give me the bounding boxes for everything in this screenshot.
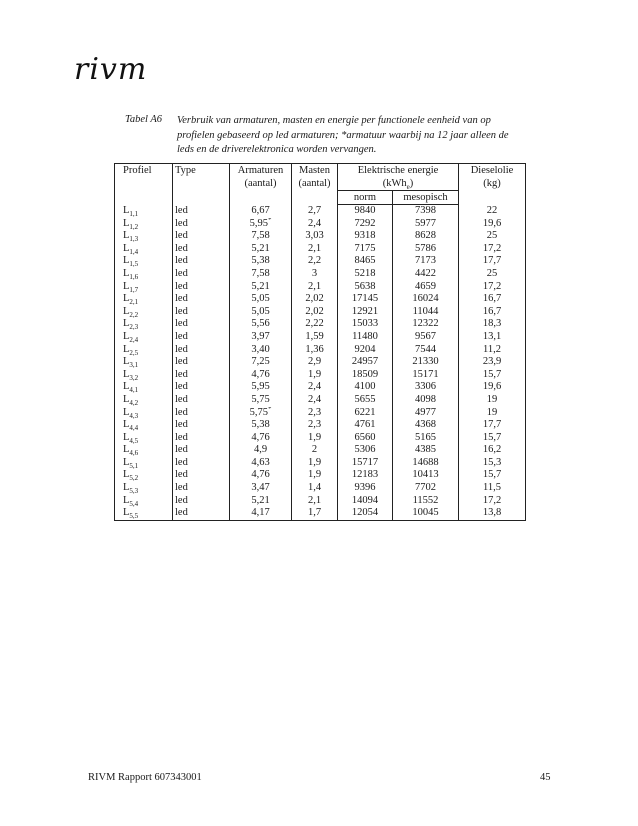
table-row — [115, 381, 526, 394]
profiel-cell: $L_{5,5}$ — [115, 507, 173, 520]
type-cell: led — [173, 394, 230, 407]
table-row — [115, 318, 526, 331]
masten-cell: 1,9 — [292, 469, 338, 482]
mesopisch-cell: 4977 — [393, 407, 459, 420]
table-row — [115, 344, 526, 357]
table-row — [115, 255, 526, 268]
table-row — [115, 218, 526, 231]
type-cell: led — [173, 255, 230, 268]
mesopisch-cell: 10045 — [393, 507, 459, 520]
armaturen-cell: 5,75 — [230, 394, 292, 407]
masten-cell: 1,9 — [292, 432, 338, 445]
masten-cell: 2,02 — [292, 293, 338, 306]
type-cell: led — [173, 469, 230, 482]
type-cell: led — [173, 369, 230, 382]
norm-cell: 15717 — [338, 457, 393, 470]
norm-cell: 9318 — [338, 230, 393, 243]
table-caption-text: Verbruik van armaturen, masten en energie per functionele eenheid van op profielen gebaseerd op led armaturen; *armatuur waarbij na 12 jaar alleen de leds en de driverelektronica worden vervangen. — [177, 115, 509, 155]
armaturen-cell: 4,76 — [230, 469, 292, 482]
profiel-cell: $L_{1,4}$ — [115, 243, 173, 256]
profiel-cell: $L_{2,5}$ — [115, 344, 173, 357]
table-row — [115, 205, 526, 218]
mesopisch-cell: 14688 — [393, 457, 459, 470]
norm-cell: 5306 — [338, 444, 393, 457]
table-row — [115, 419, 526, 432]
dieselolie-cell: 17,2 — [459, 243, 526, 256]
type-cell: led — [173, 444, 230, 457]
profiel-cell: $L_{2,1}$ — [115, 293, 173, 306]
type-cell: led — [173, 381, 230, 394]
masten-cell: 1,9 — [292, 369, 338, 382]
mesopisch-cell: 16024 — [393, 293, 459, 306]
norm-cell: 12921 — [338, 306, 393, 319]
profiel-cell: $L_{2,3}$ — [115, 318, 173, 331]
profiel-cell: $L_{1,5}$ — [115, 255, 173, 268]
table-row — [115, 281, 526, 294]
table-row — [115, 507, 526, 520]
norm-cell: 5218 — [338, 268, 393, 281]
profiel-cell: $L_{1,7}$ — [115, 281, 173, 294]
table-row — [115, 369, 526, 382]
mesopisch-cell: 5165 — [393, 432, 459, 445]
armaturen-cell: 5,95 — [230, 381, 292, 394]
type-cell: led — [173, 407, 230, 420]
mesopisch-cell: 7398 — [393, 205, 459, 218]
armaturen-cell: 3,47 — [230, 482, 292, 495]
type-cell: led — [173, 356, 230, 369]
type-cell: led — [173, 243, 230, 256]
table-body — [115, 205, 526, 521]
armaturen-cell: 5,38 — [230, 419, 292, 432]
masten-cell: 3 — [292, 268, 338, 281]
masten-cell: 2,22 — [292, 318, 338, 331]
table-row — [115, 495, 526, 508]
header-norm: norm — [338, 191, 393, 205]
masten-cell: 2,4 — [292, 394, 338, 407]
table-row — [115, 306, 526, 319]
profiel-cell: $L_{3,2}$ — [115, 369, 173, 382]
profiel-cell: $L_{4,5}$ — [115, 432, 173, 445]
dieselolie-cell: 15,7 — [459, 369, 526, 382]
dieselolie-cell: 19,6 — [459, 381, 526, 394]
armaturen-cell: 5,05 — [230, 306, 292, 319]
masten-cell: 3,03 — [292, 230, 338, 243]
armaturen-cell: 5,05 — [230, 293, 292, 306]
norm-cell: 14094 — [338, 495, 393, 508]
table-row — [115, 432, 526, 445]
type-cell: led — [173, 306, 230, 319]
dieselolie-cell: 19 — [459, 394, 526, 407]
masten-cell: 2,3 — [292, 419, 338, 432]
profiel-cell: $L_{1,6}$ — [115, 268, 173, 281]
dieselolie-cell: 19 — [459, 407, 526, 420]
type-cell: led — [173, 457, 230, 470]
dieselolie-cell: 23,9 — [459, 356, 526, 369]
armaturen-cell: 5,75* — [230, 407, 292, 420]
table-row — [115, 293, 526, 306]
table-caption-label: Tabel A6 — [125, 114, 163, 125]
header-masten: Masten (aantal) — [292, 164, 338, 205]
norm-cell: 4100 — [338, 381, 393, 394]
type-cell: led — [173, 230, 230, 243]
type-cell: led — [173, 344, 230, 357]
table-row — [115, 444, 526, 457]
norm-cell: 18509 — [338, 369, 393, 382]
dieselolie-cell: 13,1 — [459, 331, 526, 344]
mesopisch-cell: 3306 — [393, 381, 459, 394]
profiel-cell: $L_{4,1}$ — [115, 381, 173, 394]
norm-cell: 17145 — [338, 293, 393, 306]
type-cell: led — [173, 507, 230, 520]
armaturen-cell: 4,76 — [230, 369, 292, 382]
mesopisch-cell: 4422 — [393, 268, 459, 281]
header-elektrische-energie: Elektrische energie (kWh$_e$) — [338, 164, 459, 191]
type-cell: led — [173, 218, 230, 231]
type-cell: led — [173, 281, 230, 294]
profiel-cell: $L_{3,1}$ — [115, 356, 173, 369]
armaturen-cell: 4,63 — [230, 457, 292, 470]
armaturen-cell: 5,21 — [230, 243, 292, 256]
header-mesopisch: mesopisch — [393, 191, 459, 205]
masten-cell: 2,1 — [292, 495, 338, 508]
table-row — [115, 407, 526, 420]
masten-cell: 2,3 — [292, 407, 338, 420]
dieselolie-cell: 16,7 — [459, 306, 526, 319]
dieselolie-cell: 17,2 — [459, 281, 526, 294]
mesopisch-cell: 12322 — [393, 318, 459, 331]
profiel-cell: $L_{2,2}$ — [115, 306, 173, 319]
norm-cell: 4761 — [338, 419, 393, 432]
profiel-cell: $L_{5,1}$ — [115, 457, 173, 470]
dieselolie-cell: 15,7 — [459, 432, 526, 445]
mesopisch-cell: 8628 — [393, 230, 459, 243]
mesopisch-cell: 11552 — [393, 495, 459, 508]
profiel-cell: $L_{5,2}$ — [115, 469, 173, 482]
masten-cell: 1,59 — [292, 331, 338, 344]
norm-cell: 24957 — [338, 356, 393, 369]
dieselolie-cell: 17,7 — [459, 255, 526, 268]
profiel-cell: $L_{5,4}$ — [115, 495, 173, 508]
type-cell: led — [173, 331, 230, 344]
dieselolie-cell: 18,3 — [459, 318, 526, 331]
consumption-table — [114, 163, 526, 521]
mesopisch-cell: 4098 — [393, 394, 459, 407]
rivm-logo: rivm — [74, 52, 148, 87]
type-cell: led — [173, 293, 230, 306]
mesopisch-cell: 5786 — [393, 243, 459, 256]
norm-cell: 6221 — [338, 407, 393, 420]
header-dieselolie: Dieselolie (kg) — [459, 164, 526, 205]
dieselolie-cell: 11,5 — [459, 482, 526, 495]
masten-cell: 2,02 — [292, 306, 338, 319]
dieselolie-cell: 16,2 — [459, 444, 526, 457]
mesopisch-cell: 4385 — [393, 444, 459, 457]
profiel-cell: $L_{5,3}$ — [115, 482, 173, 495]
dieselolie-cell: 19,6 — [459, 218, 526, 231]
mesopisch-cell: 11044 — [393, 306, 459, 319]
type-cell: led — [173, 205, 230, 218]
mesopisch-cell: 4368 — [393, 419, 459, 432]
norm-cell: 9840 — [338, 205, 393, 218]
norm-cell: 9396 — [338, 482, 393, 495]
dieselolie-cell: 22 — [459, 205, 526, 218]
dieselolie-cell: 25 — [459, 268, 526, 281]
table-row — [115, 230, 526, 243]
profiel-cell: $L_{4,3}$ — [115, 407, 173, 420]
type-cell: led — [173, 318, 230, 331]
armaturen-cell: 5,38 — [230, 255, 292, 268]
armaturen-cell: 5,56 — [230, 318, 292, 331]
dieselolie-cell: 15,7 — [459, 469, 526, 482]
profiel-cell: $L_{4,6}$ — [115, 444, 173, 457]
masten-cell: 1,36 — [292, 344, 338, 357]
table-row — [115, 482, 526, 495]
mesopisch-cell: 10413 — [393, 469, 459, 482]
table-row — [115, 457, 526, 470]
profiel-cell: $L_{1,1}$ — [115, 205, 173, 218]
table-row — [115, 268, 526, 281]
dieselolie-cell: 25 — [459, 230, 526, 243]
masten-cell: 1,9 — [292, 457, 338, 470]
profiel-cell: $L_{4,2}$ — [115, 394, 173, 407]
armaturen-cell: 4,76 — [230, 432, 292, 445]
mesopisch-cell: 7544 — [393, 344, 459, 357]
dieselolie-cell: 11,2 — [459, 344, 526, 357]
norm-cell: 9204 — [338, 344, 393, 357]
table-row — [115, 356, 526, 369]
masten-cell: 2,2 — [292, 255, 338, 268]
armaturen-cell: 7,25 — [230, 356, 292, 369]
type-cell: led — [173, 495, 230, 508]
mesopisch-cell: 21330 — [393, 356, 459, 369]
norm-cell: 12183 — [338, 469, 393, 482]
masten-cell: 1,4 — [292, 482, 338, 495]
masten-cell: 2,1 — [292, 243, 338, 256]
table-row — [115, 243, 526, 256]
type-cell: led — [173, 432, 230, 445]
report-number: RIVM Rapport 607343001 — [88, 772, 202, 783]
norm-cell: 5638 — [338, 281, 393, 294]
type-cell: led — [173, 268, 230, 281]
norm-cell: 7292 — [338, 218, 393, 231]
dieselolie-cell: 17,2 — [459, 495, 526, 508]
armaturen-cell: 7,58 — [230, 230, 292, 243]
armaturen-cell: 3,40 — [230, 344, 292, 357]
mesopisch-cell: 15171 — [393, 369, 459, 382]
norm-cell: 7175 — [338, 243, 393, 256]
masten-cell: 2,9 — [292, 356, 338, 369]
mesopisch-cell: 7173 — [393, 255, 459, 268]
masten-cell: 2,4 — [292, 218, 338, 231]
table-row — [115, 469, 526, 482]
mesopisch-cell: 9567 — [393, 331, 459, 344]
header-type: Type — [173, 164, 230, 205]
norm-cell: 15033 — [338, 318, 393, 331]
armaturen-cell: 4,9 — [230, 444, 292, 457]
page-number: 45 — [540, 772, 551, 783]
armaturen-cell: 7,58 — [230, 268, 292, 281]
type-cell: led — [173, 482, 230, 495]
mesopisch-cell: 7702 — [393, 482, 459, 495]
dieselolie-cell: 13,8 — [459, 507, 526, 520]
dieselolie-cell: 17,7 — [459, 419, 526, 432]
dieselolie-cell: 15,3 — [459, 457, 526, 470]
armaturen-cell: 5,21 — [230, 495, 292, 508]
table-row — [115, 394, 526, 407]
norm-cell: 5655 — [338, 394, 393, 407]
armaturen-cell: 5,21 — [230, 281, 292, 294]
armaturen-cell: 5,95* — [230, 218, 292, 231]
norm-cell: 8465 — [338, 255, 393, 268]
armaturen-cell: 4,17 — [230, 507, 292, 520]
armaturen-cell: 6,67 — [230, 205, 292, 218]
norm-cell: 11480 — [338, 331, 393, 344]
profiel-cell: $L_{1,3}$ — [115, 230, 173, 243]
masten-cell: 1,7 — [292, 507, 338, 520]
profiel-cell: $L_{2,4}$ — [115, 331, 173, 344]
norm-cell: 12054 — [338, 507, 393, 520]
mesopisch-cell: 4659 — [393, 281, 459, 294]
masten-cell: 2,7 — [292, 205, 338, 218]
type-cell: led — [173, 419, 230, 432]
profiel-cell: $L_{4,4}$ — [115, 419, 173, 432]
masten-cell: 2 — [292, 444, 338, 457]
norm-cell: 6560 — [338, 432, 393, 445]
header-armaturen: Armaturen (aantal) — [230, 164, 292, 205]
table-row — [115, 331, 526, 344]
mesopisch-cell: 5977 — [393, 218, 459, 231]
header-profiel: Profiel — [115, 164, 173, 205]
dieselolie-cell: 16,7 — [459, 293, 526, 306]
masten-cell: 2,4 — [292, 381, 338, 394]
armaturen-cell: 3,97 — [230, 331, 292, 344]
masten-cell: 2,1 — [292, 281, 338, 294]
profiel-cell: $L_{1,2}$ — [115, 218, 173, 231]
